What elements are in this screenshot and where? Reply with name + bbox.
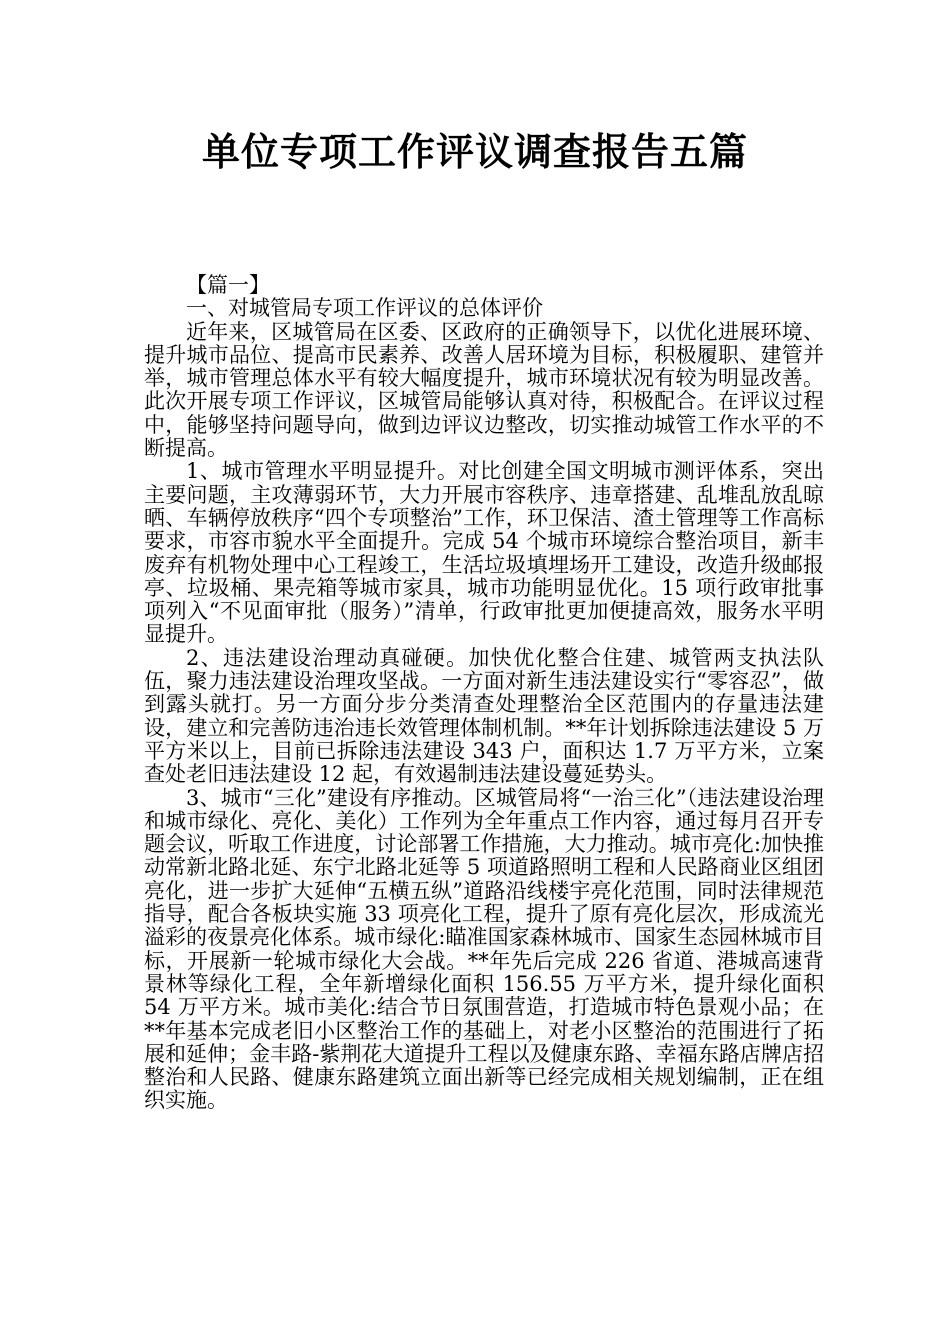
paragraph-item-2: 2、违法建设治理动真碰硬。加快优化整合住建、城管两支执法队伍，聚力违法建设治理攻坚战。一方面对新生违法建设实行“零容忍”，做到露头就打。另一方面分步分类清查处理整治全区范围内的存量违法建设，建立和完善防违治违长效管理体制机制。**年计划拆除违法建设 5 万平方米以上，目前已拆除违法建设 343 户，面积达 1.7 万平方米，立案查处老旧违法建设 12 起，有效遏制违法建设蔓延势头。	[144, 645, 824, 787]
document-body	[144, 274, 824, 1113]
paragraph-overview: 近年来，区城管局在区委、区政府的正确领导下，以优化进展环境、提升城市品位、提高市民素养、改善人居环境为目标，积极履职、建管并举，城市管理总体水平有较大幅度提升，城市环境状况有较为明显改善。此次开展专项工作评议，区城管局能够认真对待，积极配合。在评议过程中，能够坚持问题导向，做到边评议边整改，切实推动城管工作水平的不断提高。	[144, 319, 824, 461]
paragraph-item-1: 1、城市管理水平明显提升。对比创建全国文明城市测评体系，突出主要问题，主攻薄弱环节，大力开展市容秩序、违章搭建、乱堆乱放乱晾晒、车辆停放秩序“四个专项整治”工作，环卫保洁、渣土管理等工作高标要求，市容市貌水平全面提升。完成 54 个城市环境综合整治项目，新丰废弃有机物处理中心工程竣工，生活垃圾填埋场开工建设，改造升级邮报亭、垃圾桶、果壳箱等城市家具，城市功能明显优化。15 项行政审批事项列入“不见面审批（服务）”清单，行政审批更加便捷高效，服务水平明显提升。	[144, 459, 824, 647]
section-heading: 一、对城管局专项工作评议的总体评价	[186, 296, 543, 321]
document-title: 单位专项工作评议调查报告五篇	[201, 129, 748, 174]
section-label: 【篇一】	[186, 273, 270, 297]
paragraph-item-3: 3、城市“三化”建设有序推动。区城管局将“一治三化”（违法建设治理和城市绿化、亮化、美化）工作列为全年重点工作内容，通过每月召开专题会议，听取工作进度，讨论部署工作措施，大力推动。城市亮化:加快推动常新北路北延、东宁北路北延等 5 项道路照明工程和人民路商业区组团亮化，进一步扩大延伸“五横五纵”道路沿线楼宇亮化范围，同时法律规范指导，配合各板块实施 33 项亮化工程，提升了原有亮化层次，形成流光溢彩的夜景亮化体系。城市绿化:瞄准国家森林城市、国家生态园林城市目标，开展新一轮城市绿化大会战。**年先后完成 226 省道、港城高速背景林等绿化工程，全年新增绿化面积 156.55 万平方米，提升绿化面积 54 万平方米。城市美化:结合节日氛围营造，打造城市特色景观小品；在**年基本完成老旧小区整治工作的基础上，对老小区整治的范围进行了拓展和延伸；金丰路-紫荆花大道提升工程以及健康东路、幸福东路店牌店招整治和人民路、健康东路建筑立面出新等已经完成相关规划编制，正在组织实施。	[144, 785, 824, 1113]
